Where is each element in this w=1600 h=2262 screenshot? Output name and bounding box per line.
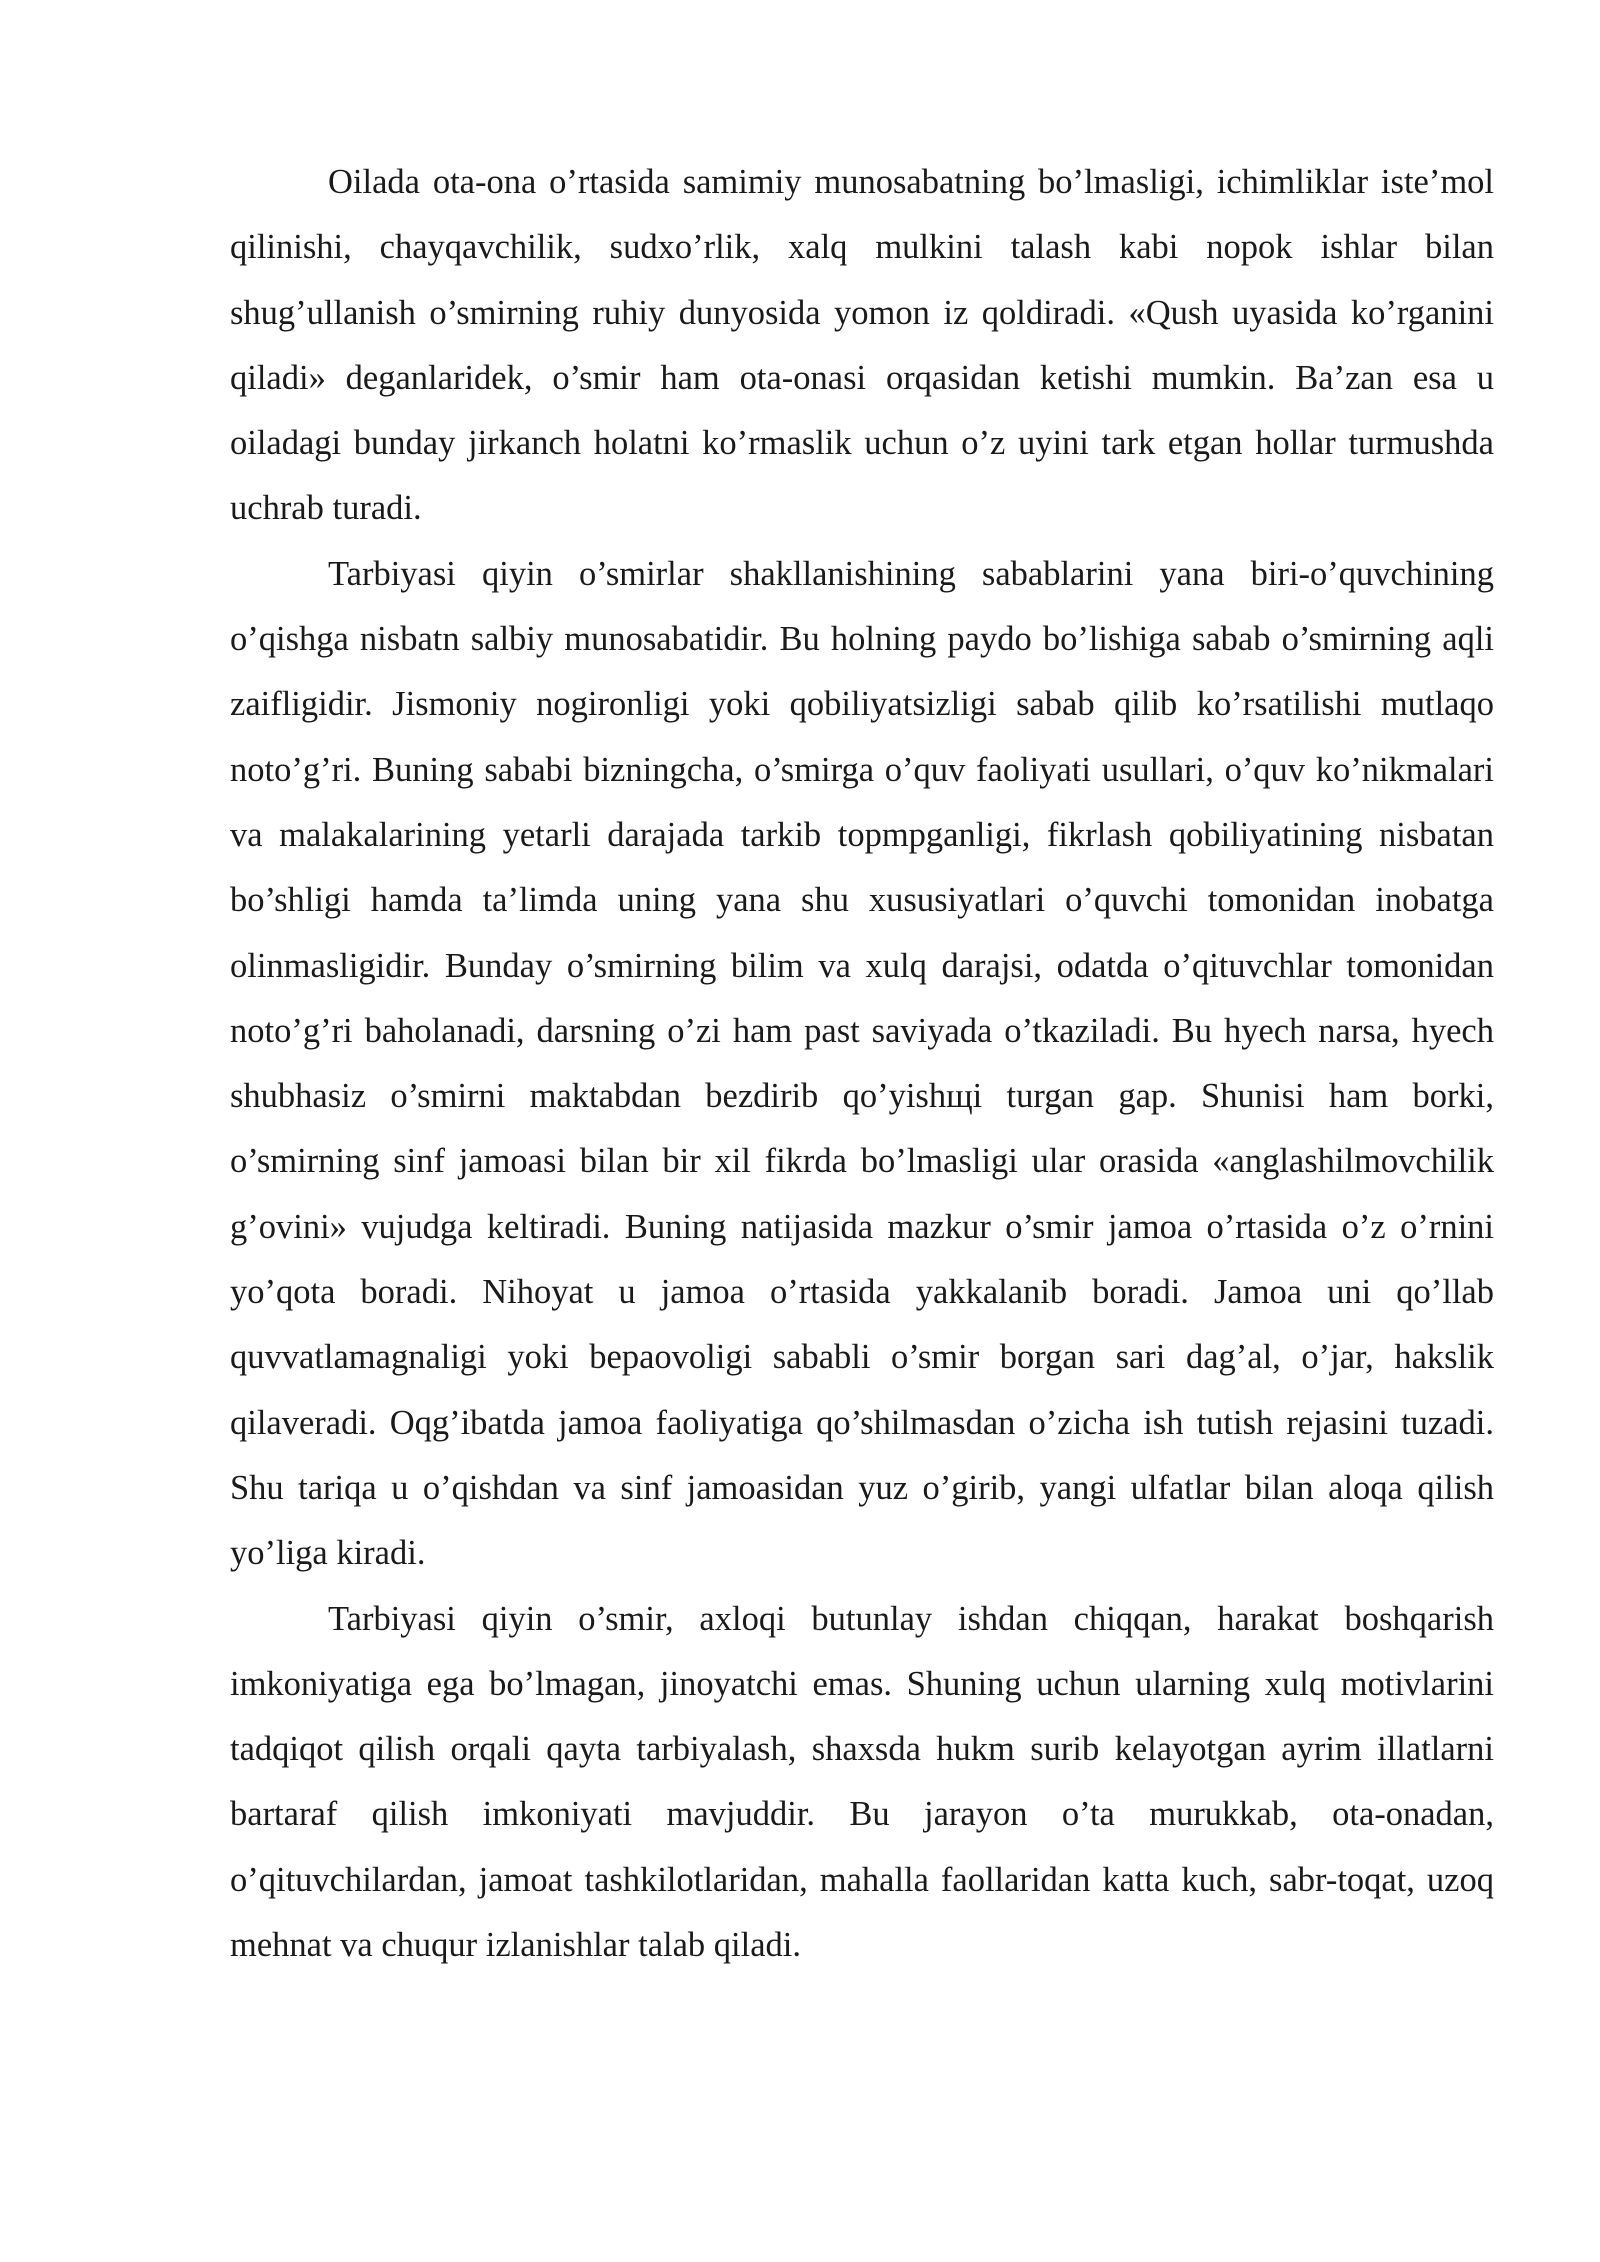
body-text bbox=[230, 150, 1494, 1978]
paragraph-1: Oilada ota-ona o’rtasida samimiy munosabatning bo’lmasligi, ichimliklar iste’mol qilinishi, chayqavchilik, sudxo’rlik, xalq mulkini talash kabi nopok ishlar bilan shug’ullanish o’smirning ruhiy dunyosida yomon iz qoldiradi. «Qush uyasida ko’rganini qiladi» deganlaridek, o’smir ham ota-onasi orqasidan ketishi mumkin. Ba’zan esa u oiladagi bunday jirkanch holatni ko’rmaslik uchun o’z uyini tark etgan hollar turmushda uchrab turadi. bbox=[230, 163, 1494, 528]
paragraph-2: Tarbiyasi qiyin o’smirlar shakllanishining sabablarini yana biri-o’quvchining o’qishga nisbatn salbiy munosabatidir. Bu holning paydo bo’lishiga sabab o’smirning aqli zaifligidir. Jismoniy nogironligi yoki qobiliyatsizligi sabab qilib ko’rsatilishi mutlaqo noto’g’ri. Buning sababi bizningcha, o’smirga o’quv faoliyati usullari, o’quv ko’nikmalari va malakalarining yetarli darajada tarkib topmpganligi, fikrlash qobiliyatining nisbatan bo’shligi hamda ta’limda uning yana shu xususiyatlari o’quvchi tomonidan inobatga olinmasligidir. Bunday o’smirning bilim va xulq darajsi, odatda o’qituvchlar tomonidan noto’g’ri baholanadi, darsning o’zi ham past saviyada o’tkaziladi. Bu hyech narsa, hyech shubhasiz o’smirni maktabdan bezdirib qo’yishщi turgan gap. Shunisi ham borki, o’smirning sinf jamoasi bilan bir xil fikrda bo’lmasligi ular orasida «anglashilmovchilik g’ovini» vujudga keltiradi. Buning natijasida mazkur o’smir jamoa o’rtasida o’z o’rnini yo’qota boradi. Nihoyat u jamoa o’rtasida yakkalanib boradi. Jamoa uni qo’llab quvvatlamagnaligi yoki bepaovoligi sababli o’smir borgan sari dag’al, o’jar, hakslik qilaveradi. Oqg’ibatda jamoa faoliyatiga qo’shilmasdan o’zicha ish tutish rejasini tuzadi. Shu tariqa u o’qishdan va sinf jamoasidan yuz o’girib, yangi ulfatlar bilan aloqa qilish yo’liga kiradi. bbox=[230, 554, 1494, 1573]
paragraph-3: Tarbiyasi qiyin o’smir, axloqi butunlay ishdan chiqqan, harakat boshqarish imkoniyatiga ega bo’lmagan, jinoyatchi emas. Shuning uchun ularning xulq motivlarini tadqiqot qilish orqali qayta tarbiyalash, shaxsda hukm surib kelayotgan ayrim illatlarni bartaraf qilish imkoniyati mavjuddir. Bu jarayon o’ta murukkab, ota-onadan, o’qituvchilardan, jamoat tashkilotlaridan, mahalla faollaridan katta kuch, sabr-toqat, uzoq mehnat va chuqur izlanishlar talab qiladi. bbox=[230, 1599, 1494, 1965]
